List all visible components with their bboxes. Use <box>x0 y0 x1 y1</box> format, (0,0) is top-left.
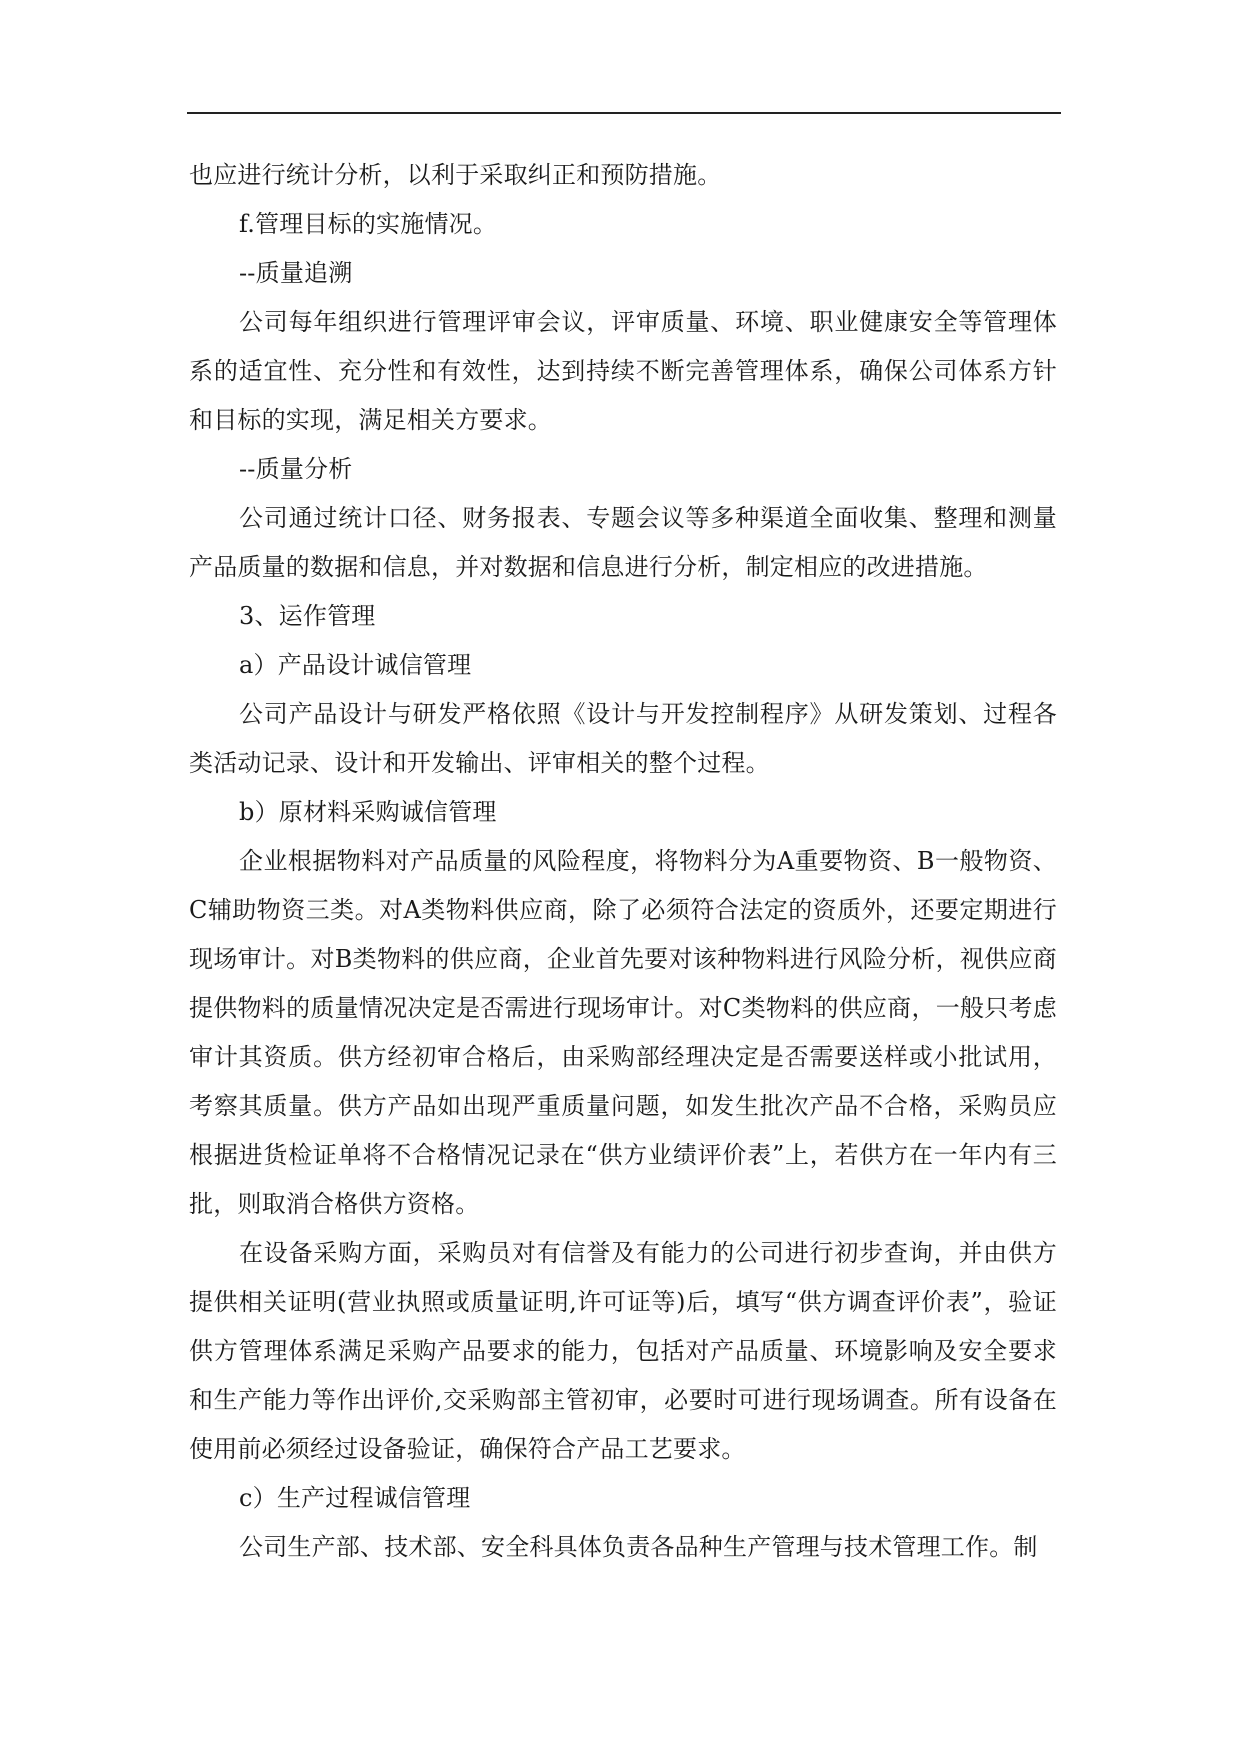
paragraph-production-management: 公司生产部、技术部、安全科具体负责各品种生产管理与技术管理工作。制 <box>239 1533 1038 1561</box>
subheading-quality-analysis: --质量分析 <box>239 455 353 483</box>
paragraph-continuation: 也应进行统计分析，以利于采取纠正和预防措施。 <box>189 161 722 189</box>
paragraph-product-design: 公司产品设计与研发严格依照《设计与开发控制程序》从研发策划、过程各类活动记录、设计和开发输出、评审相关的整个过程。 <box>189 700 1057 777</box>
section-heading-operation-management: 3、运作管理 <box>239 602 376 630</box>
document-body <box>189 151 1057 1572</box>
header-rule <box>187 112 1061 114</box>
subheading-product-design: a）产品设计诚信管理 <box>239 651 472 679</box>
subheading-raw-material-procurement: b）原材料采购诚信管理 <box>239 798 497 826</box>
subheading-production-process: c）生产过程诚信管理 <box>239 1484 471 1512</box>
paragraph-quality-analysis: 公司通过统计口径、财务报表、专题会议等多种渠道全面收集、整理和测量产品质量的数据和信息，并对数据和信息进行分析，制定相应的改进措施。 <box>189 504 1057 581</box>
paragraph-management-review: 公司每年组织进行管理评审会议，评审质量、环境、职业健康安全等管理体系的适宜性、充分性和有效性，达到持续不断完善管理体系，确保公司体系方针和目标的实现，满足相关方要求。 <box>189 308 1057 434</box>
paragraph-equipment-procurement: 在设备采购方面，采购员对有信誉及有能力的公司进行初步查询，并由供方提供相关证明(营业执照或质量证明,许可证等)后，填写“供方调查评价表”，验证供方管理体系满足采购产品要求的能力，包括对产品质量、环境影响及安全要求和生产能力等作出评价,交采购部主管初审，必要时可进行现场调查。所有设备在使用前必须经过设备验证，确保符合产品工艺要求。 <box>189 1239 1057 1463</box>
paragraph-material-suppliers: 企业根据物料对产品质量的风险程度，将物料分为A重要物资、B一般物资、C辅助物资三类。对A类物料供应商，除了必须符合法定的资质外，还要定期进行现场审计。对B类物料的供应商，企业首先要对该种物料进行风险分析，视供应商提供物料的质量情况决定是否需进行现场审计。对C类物料的供应商，一般只考虑审计其资质。供方经初审合格后，由采购部经理决定是否需要送样或小批试用，考察其质量。供方产品如出现严重质量问题，如发生批次产品不合格，采购员应根据进货检证单将不合格情况记录在“供方业绩评价表”上，若供方在一年内有三批，则取消合格供方资格。 <box>189 847 1057 1218</box>
subheading-quality-traceability: --质量追溯 <box>239 259 353 287</box>
list-item-f: f.管理目标的实施情况。 <box>239 210 498 238</box>
